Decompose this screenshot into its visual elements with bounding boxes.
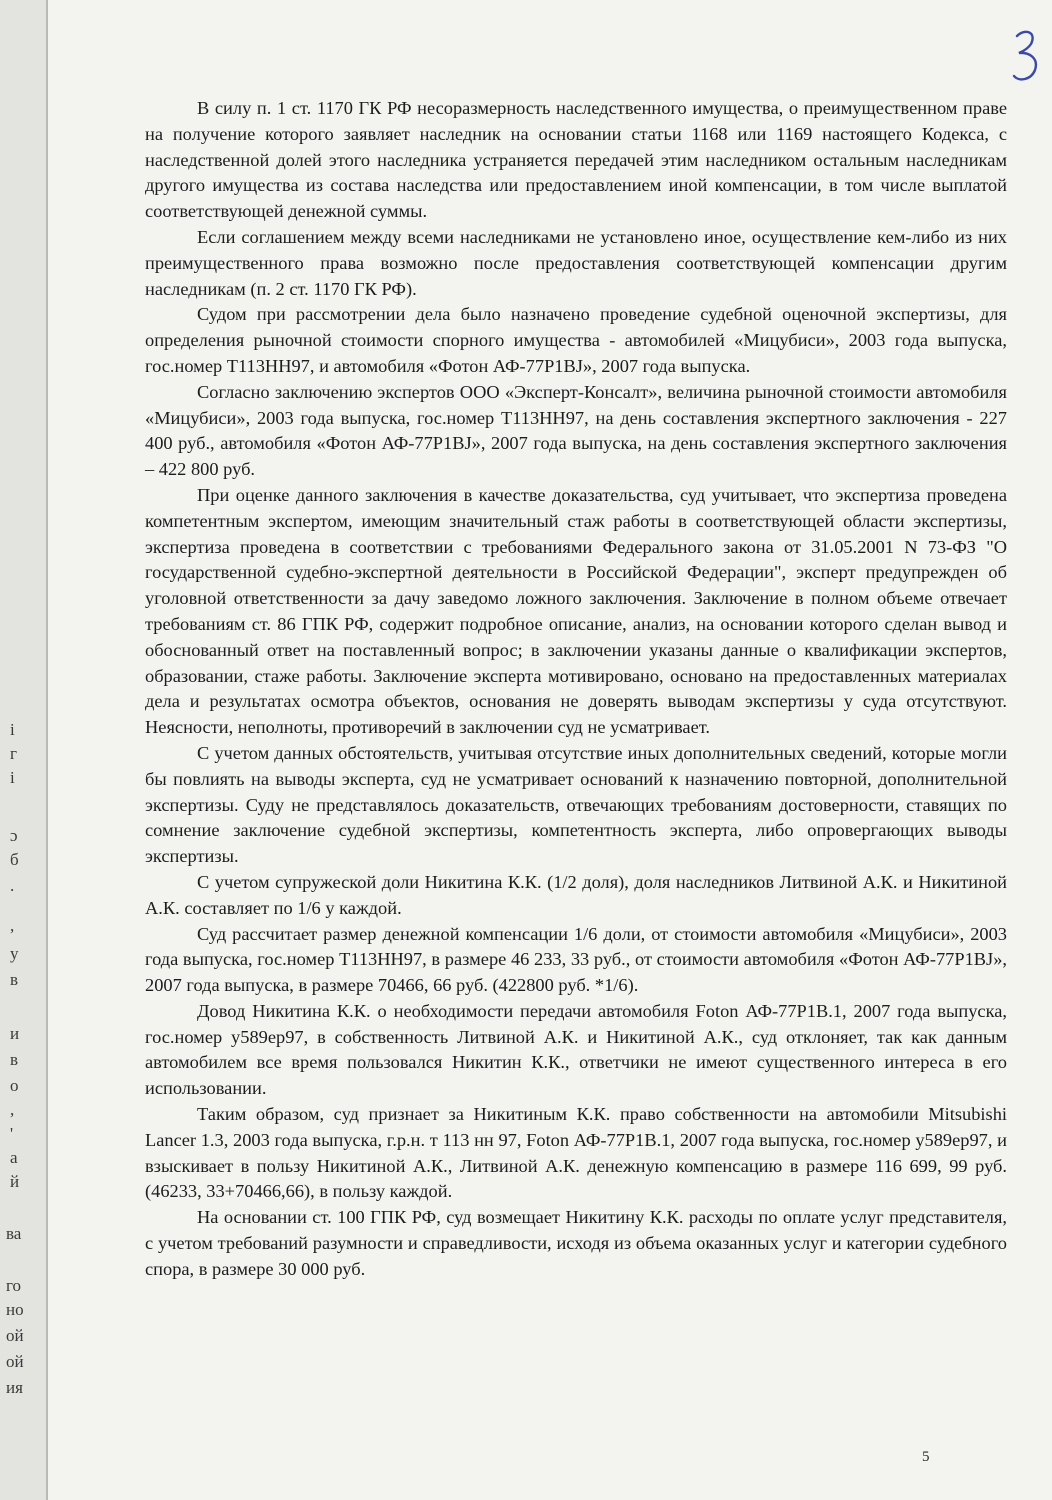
margin-fragment: и — [10, 1024, 20, 1043]
paragraph: Согласно заключению экспертов ООО «Эксперт-Консалт», величина рыночной стоимости автомобиля «Мицубиси», 2003 года выпуска, гос.номер Т113НН97, на день составления экспертного заключения - 227 400 руб., автомобиля «Фотон АФ-77Р1BJ», 2007 года выпуска, на день составления экспертного заключения – 422 800 руб. — [145, 381, 1007, 480]
margin-fragment: ɔ — [10, 826, 18, 845]
margin-fragment: , — [10, 1100, 15, 1119]
paragraph: С учетом супружеской доли Никитина К.К. (1/2 доля), доля наследников Литвиной А.К. и Никитиной А.К. составляет по 1/6 у каждой. — [145, 871, 1007, 918]
margin-text-fragments — [4, 0, 40, 1500]
paragraph: Если соглашением между всеми наследниками не установлено иное, осуществление кем-либо из них преимущественного права возможно после предоставления соответствующей компенсации другим наследникам (п. 2 ст. 1170 ГК РФ). — [145, 226, 1007, 299]
paragraph: Суд рассчитает размер денежной компенсации 1/6 доли, от стоимости автомобиля «Мицубиси», 2003 года выпуска, гос.номер Т113НН97, в размере 46 233, 33 руб., от стоимости автомобиля «Фотон АФ-77Р1BJ», 2007 года выпуска, в размере 70466, 66 руб. (422800 руб. *1/6). — [145, 923, 1007, 996]
margin-fragment: у — [10, 944, 19, 963]
margin-fragment: , — [10, 916, 15, 935]
paragraph: На основании ст. 100 ГПК РФ, суд возмещает Никитину К.К. расходы по оплате услуг представителя, с учетом требований разумности и справедливости, исходя из объема оказанных услуг и категории судебного спора, в размере 30 000 руб. — [145, 1207, 1007, 1279]
paragraph: Судом при рассмотрении дела было назначено проведение судебной оценочной экспертизы, для определения рыночной стоимости спорного имущества - автомобилей «Мицубиси», 2003 года выпуска, гос.номер Т113НН97, и автомобиля «Фотон АФ-77Р1BJ», 2007 года выпуска. — [145, 304, 1007, 376]
margin-fragment: б — [10, 850, 19, 869]
left-binding-margin — [0, 0, 48, 1500]
margin-fragment: но — [6, 1300, 24, 1319]
margin-fragment: i — [10, 720, 15, 739]
paragraph: С учетом данных обстоятельств, учитывая отсутствие иных дополнительных сведений, которые могли бы повлиять на выводы эксперта, суд не усматривает оснований к назначению повторной, дополнительной экспертизы. Суду не представлялось доказательств, отвечающих требованиям достоверности, ставящих по сомнение заключение судебной экспертизы, компетентность эксперта, либо опровергающих выводы экспертизы. — [145, 742, 1007, 867]
paragraph: В силу п. 1 ст. 1170 ГК РФ несоразмерность наследственного имущества, о преимущественном праве на получение которого заявляет наследник на основании статьи 1168 или 1169 настоящего Кодекса, с наследственной долей этого наследника устраняется передачей этим наследником остальным наследникам другого имущества из состава наследства или предоставлением иной компенсации, в том числе выплатой соответствующей денежной суммы. — [145, 98, 1007, 222]
page-number: 5 — [922, 1449, 930, 1465]
margin-fragment: ой — [6, 1352, 24, 1371]
margin-fragment: в — [10, 970, 19, 989]
margin-fragment: а — [10, 1148, 18, 1167]
paragraph: При оценке данного заключения в качестве доказательства, суд учитывает, что экспертиза проведена компетентным экспертом, имеющим значительный стаж работы в соответствующей области экспертизы, экспертиза проведена в соответствии с требованиями Федерального закона от 31.05.2001 N 73-ФЗ "О государственной судебно-экспертной деятельности в Российской Федерации", эксперт предупрежден об уголовной ответственности за дачу заведомо ложного заключения. Заключение в полном объеме отвечает требованиям ст. 86 ГПК РФ, содержит подробное описание, анализ, на основании которого сделан вывод и обоснованный ответ на поставленный вопрос; в заключении указаны данные о квалификации экспертов, образовании, стаже работы. Заключение эксперта мотивировано, основано на предоставленных материалах дела и результатах осмотра объектов, основания не доверять выводам экспертизы у суда отсутствуют. Неясности, неполноты, противоречий в заключении суд не усматривает. — [145, 484, 1007, 738]
margin-fragment: ' — [10, 1124, 14, 1143]
margin-fragment: в — [10, 1050, 19, 1069]
margin-fragment: ой — [6, 1326, 24, 1345]
margin-fragment: ия — [6, 1378, 23, 1397]
margin-fragment: о — [10, 1076, 19, 1095]
margin-fragment: . — [10, 876, 15, 895]
margin-fragment: i — [10, 768, 15, 787]
handwritten-page-mark — [1011, 26, 1041, 86]
document-body — [145, 96, 1007, 1283]
margin-fragment: го — [6, 1276, 22, 1295]
margin-fragment: г — [10, 744, 17, 763]
paragraph: Довод Никитина К.К. о необходимости передачи автомобиля Foton АФ-77Р1В.1, 2007 года выпуска, гос.номер у589ер97, в собственность Литвиной А.К. и Никитиной А.К., суд отклоняет, так как данным автомобилем все время пользовался Никитин К.К., ответчики не имеют существенного интереса в его использовании. — [145, 1000, 1007, 1099]
margin-fragment: ва — [6, 1224, 22, 1243]
paragraph: Таким образом, суд признает за Никитиным К.К. право собственности на автомобили Mitsubishi Lancer 1.3, 2003 года выпуска, г.р.н. т 113 нн 97, Foton АФ-77Р1В.1, 2007 года выпуска, гос.номер у589ер97, и взыскивает в пользу Никитиной А.К., Литвиной А.К. денежную компенсацию в размере 116 699, 99 руб. (46233, 33+70466,66), в пользу каждой. — [145, 1104, 1007, 1202]
margin-fragment: й — [10, 1172, 20, 1191]
